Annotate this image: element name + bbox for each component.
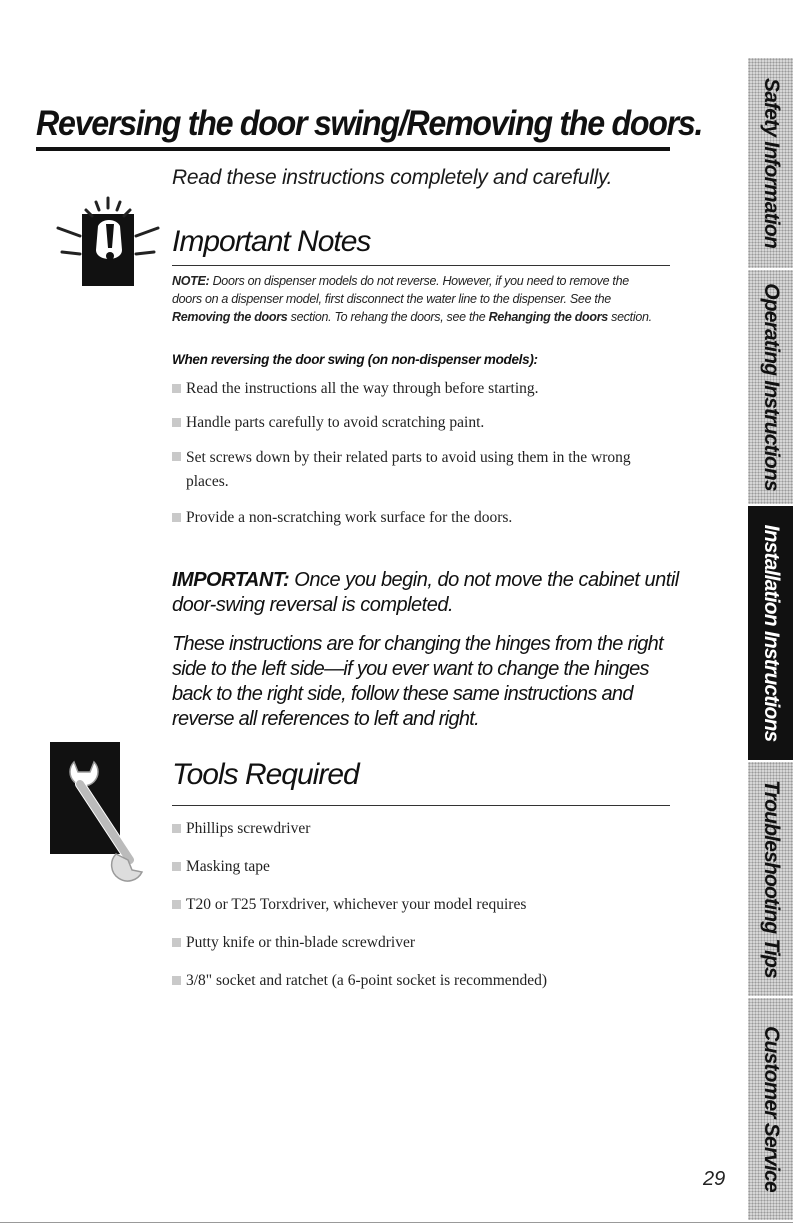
note-bold-removing: Removing the doors xyxy=(172,310,288,324)
wrench-icon xyxy=(50,742,162,892)
hinge-instructions-callout: These instructions are for changing the hinges from the right side to the left side—if you ever want to change the hinges back to the right side, follow these same instructions and reverse all references to left and right. xyxy=(172,633,663,730)
title-rule xyxy=(36,147,670,151)
tab-safety-information[interactable]: Safety Information xyxy=(748,58,793,270)
warning-hand-icon xyxy=(52,196,164,288)
important-notes-heading: Important Notes xyxy=(172,225,371,258)
read-instructions-line: Read these instructions completely and carefully. xyxy=(172,166,613,189)
section-tab-strip xyxy=(748,58,793,1222)
note-text-3: section. xyxy=(607,310,652,324)
page-number: 29 xyxy=(703,1168,726,1190)
list-item: 3/8" socket and ratchet (a 6-point socket is recommended) xyxy=(172,970,672,991)
tab-customer-service[interactable]: Customer Service xyxy=(748,998,793,1222)
tab-operating-instructions[interactable]: Operating Instructions xyxy=(748,270,793,506)
list-item: Phillips screwdriver xyxy=(172,818,672,839)
list-item: Putty knife or thin-blade screwdriver xyxy=(172,932,672,953)
bullet-square-icon xyxy=(172,862,181,871)
list-item: Provide a non-scratching work surface for the doors. xyxy=(172,507,672,528)
bullet-square-icon xyxy=(172,513,181,522)
important-text: Once you begin, do not move the cabinet until door-swing reversal is completed. xyxy=(172,569,679,616)
dispenser-note xyxy=(172,272,652,326)
important-notes-rule xyxy=(172,265,670,266)
tab-installation-instructions[interactable]: Installation Instructions xyxy=(748,506,793,762)
bottom-rule xyxy=(0,1222,793,1223)
bullet-square-icon xyxy=(172,418,181,427)
reversing-subhead: When reversing the door swing (on non-dispenser models): xyxy=(172,352,538,367)
bullet-square-icon xyxy=(172,900,181,909)
important-callout xyxy=(172,568,692,618)
page-title: Reversing the door swing/Removing the doors. xyxy=(36,104,703,143)
important-label: IMPORTANT: xyxy=(172,569,290,591)
note-text-1: Doors on dispenser models do not reverse. However, if you need to remove the doors on a dispenser model, first disconnect the water line to the dispenser. See the xyxy=(172,274,629,306)
list-item: Masking tape xyxy=(172,856,672,877)
list-item: Set screws down by their related parts to avoid using them in the wrong places. xyxy=(172,446,672,494)
bullet-square-icon xyxy=(172,452,181,461)
note-bold-rehanging: Rehanging the doors xyxy=(488,310,608,324)
bullet-square-icon xyxy=(172,976,181,985)
reversing-bullet-list xyxy=(172,378,672,528)
tools-required-rule xyxy=(172,805,670,806)
tools-bullet-list xyxy=(172,818,672,991)
tools-required-heading: Tools Required xyxy=(172,758,359,791)
list-item: T20 or T25 Torxdriver, whichever your model requires xyxy=(172,894,672,915)
note-label: NOTE: xyxy=(172,274,210,288)
list-item: Read the instructions all the way through before starting. xyxy=(172,378,672,399)
note-text-2: section. To rehang the doors, see the xyxy=(287,310,489,324)
list-item: Handle parts carefully to avoid scratching paint. xyxy=(172,412,672,433)
bullet-square-icon xyxy=(172,384,181,393)
tab-troubleshooting-tips[interactable]: Troubleshooting Tips xyxy=(748,762,793,998)
bullet-square-icon xyxy=(172,938,181,947)
bullet-square-icon xyxy=(172,824,181,833)
